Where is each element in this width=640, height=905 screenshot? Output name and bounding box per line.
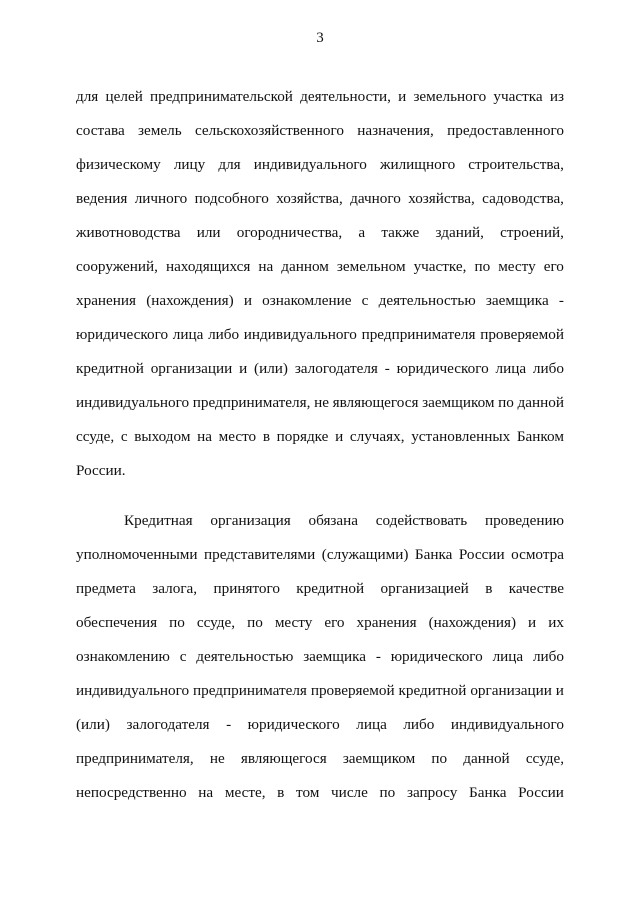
text-line: России. bbox=[76, 462, 126, 479]
text-line: предпринимателя, не являющегося заемщиком по данной ссуде, bbox=[76, 750, 564, 767]
document-body bbox=[76, 84, 564, 814]
text-line: индивидуального предпринимателя проверяемой кредитной организации и bbox=[76, 682, 564, 699]
text-line: кредитной организации и (или) залогодателя - юридического лица либо bbox=[76, 360, 564, 377]
text-line: предмета залога, принятого кредитной организацией в качестве bbox=[76, 580, 564, 597]
text-line: для целей предпринимательской деятельности, и земельного участка из bbox=[76, 88, 564, 105]
paragraph-gap bbox=[76, 492, 564, 508]
text-line: сооружений, находящихся на данном земельном участке, по месту его bbox=[76, 258, 564, 275]
text-line: (или) залогодателя - юридического лица либо индивидуального bbox=[76, 716, 564, 733]
text-line: физическому лицу для индивидуального жилищного строительства, bbox=[76, 156, 564, 173]
paragraph bbox=[76, 508, 564, 814]
paragraph bbox=[76, 84, 564, 492]
text-line: индивидуального предпринимателя, не являющегося заемщиком по данной bbox=[76, 394, 564, 411]
page-number: 3 bbox=[316, 30, 324, 46]
text-line: Кредитная организация обязана содействовать проведению bbox=[124, 512, 564, 529]
text-line: непосредственно на месте, в том числе по запросу Банка России bbox=[76, 784, 564, 801]
text-line: хранения (нахождения) и ознакомление с деятельностью заемщика - bbox=[76, 292, 564, 309]
text-line: животноводства или огородничества, а также зданий, строений, bbox=[76, 224, 564, 241]
text-line: ведения личного подсобного хозяйства, дачного хозяйства, садоводства, bbox=[76, 190, 564, 207]
text-line: ознакомлению с деятельностью заемщика - юридического лица либо bbox=[76, 648, 564, 665]
text-line: состава земель сельскохозяйственного назначения, предоставленного bbox=[76, 122, 564, 139]
text-line: юридического лица либо индивидуального предпринимателя проверяемой bbox=[76, 326, 564, 343]
text-line: ссуде, с выходом на место в порядке и случаях, установленных Банком bbox=[76, 428, 564, 445]
text-line: уполномоченными представителями (служащими) Банка России осмотра bbox=[76, 546, 564, 563]
text-line: обеспечения по ссуде, по месту его хранения (нахождения) и их bbox=[76, 614, 564, 631]
